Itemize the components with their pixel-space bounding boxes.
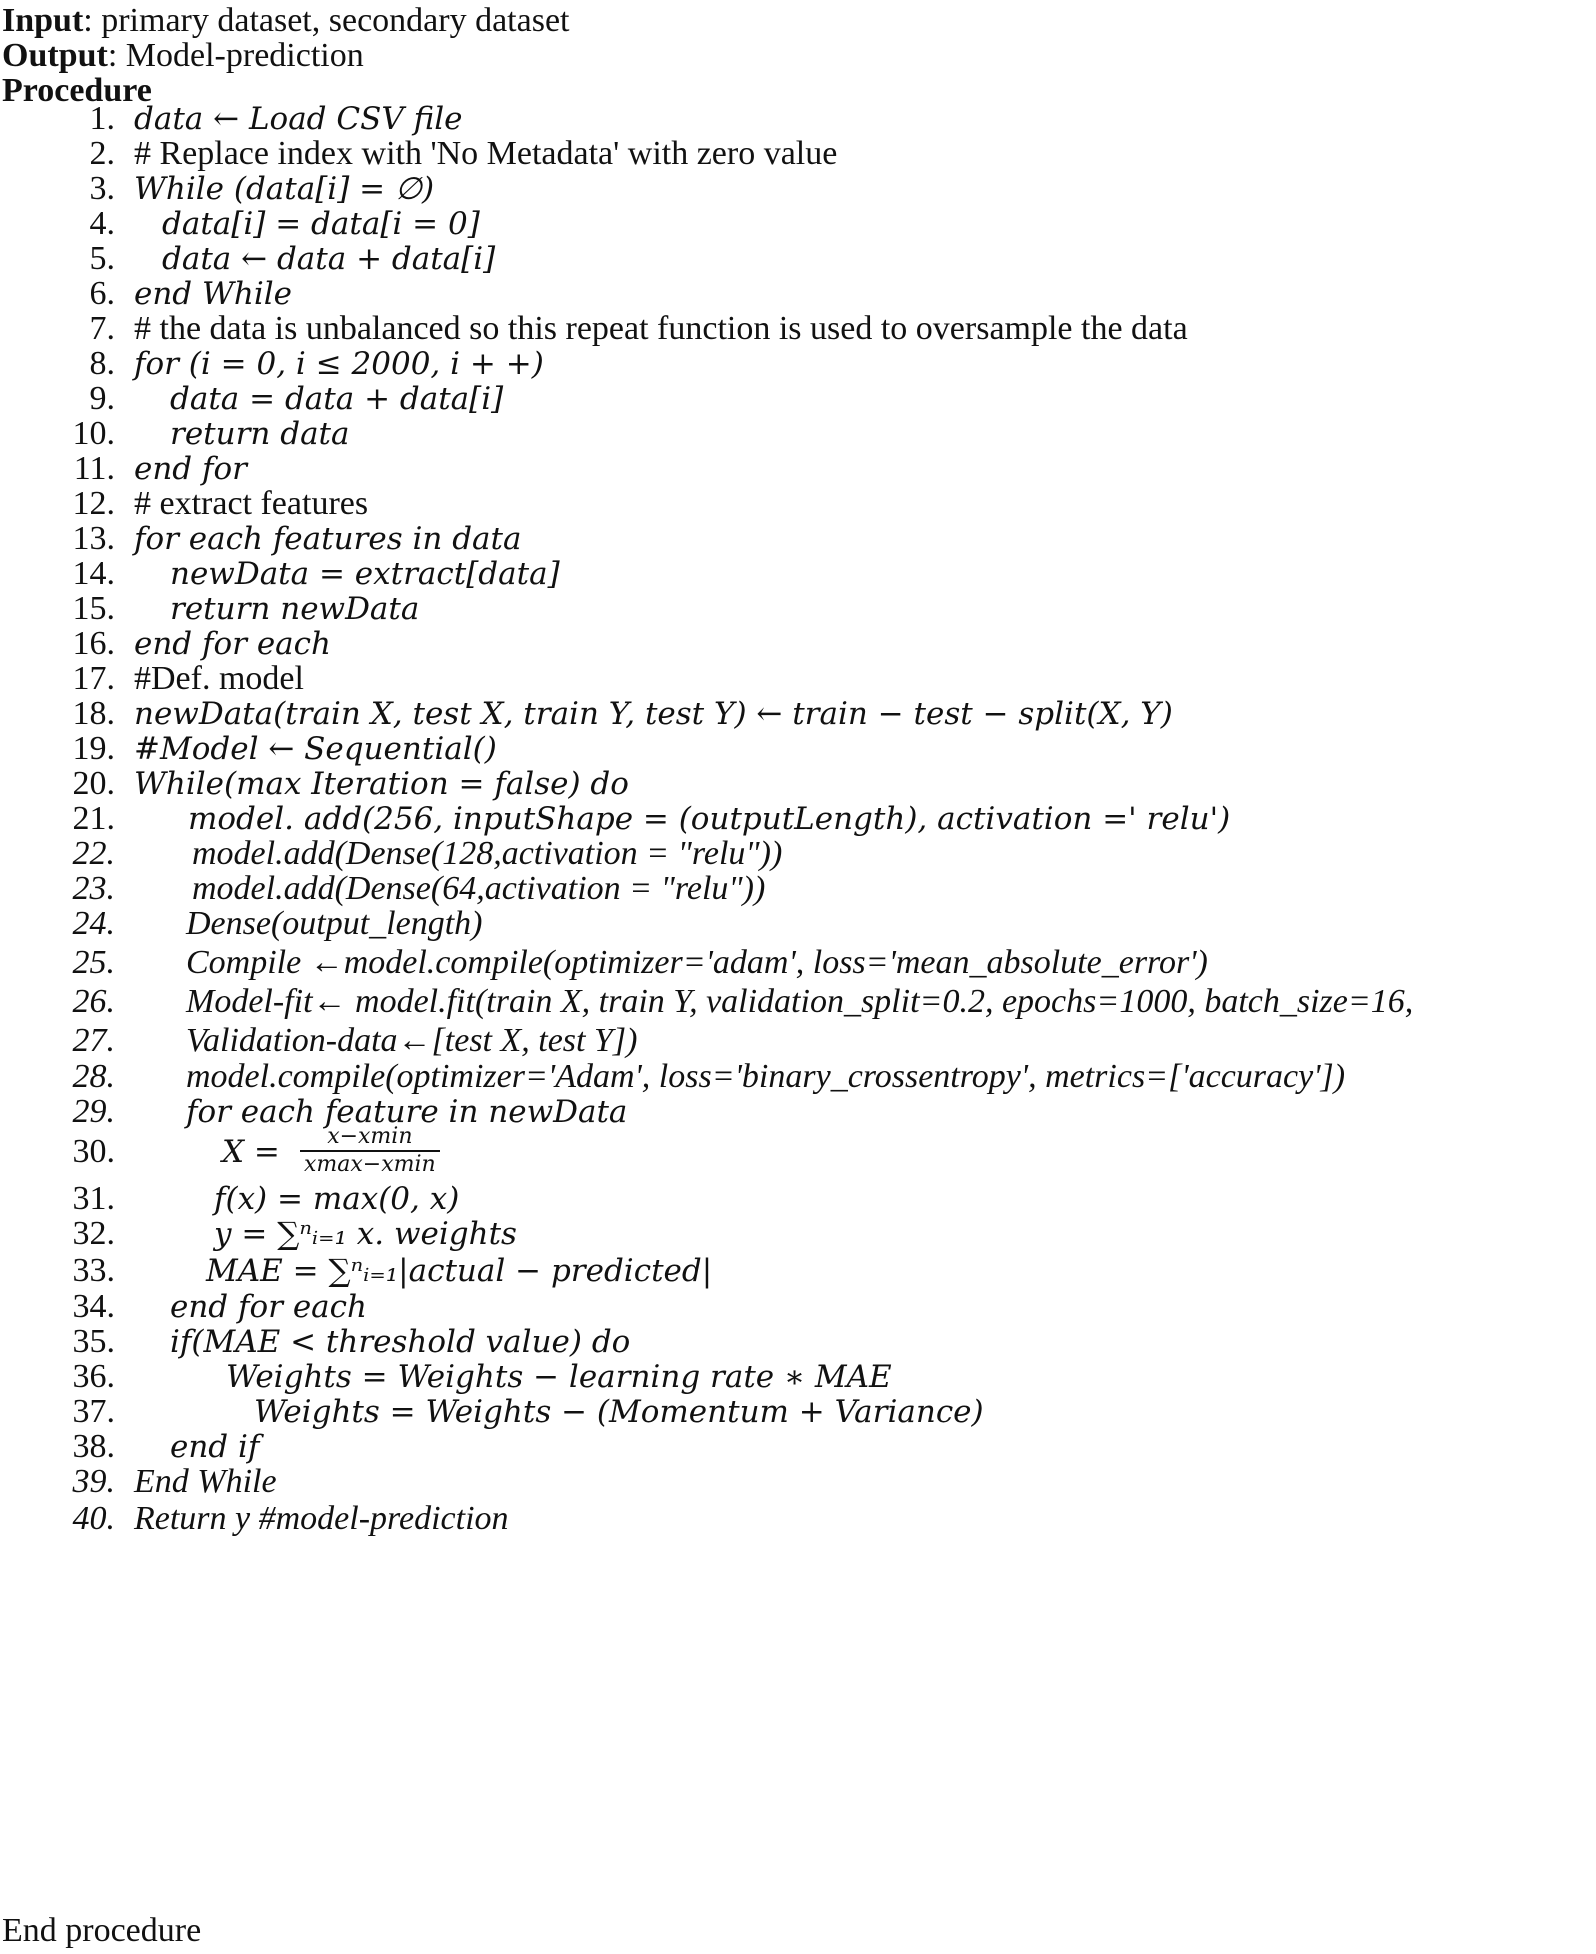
line-number: 38.	[72, 1428, 115, 1465]
line-number: 14.	[72, 555, 115, 592]
fraction-denominator: xmax−xmin	[304, 1152, 436, 1177]
line-number: 25.	[72, 944, 115, 981]
line-code: Return y #model-prediction	[134, 1500, 509, 1537]
end-procedure-label: End procedure	[2, 1912, 202, 1949]
line-number: 29.	[72, 1093, 115, 1130]
line-code: Weights = Weights − learning rate ∗ MAE	[226, 1359, 892, 1395]
algorithm-line	[0, 980, 1596, 1024]
line-code: f(x) = max(0, x)	[214, 1181, 460, 1217]
line-number: 39.	[72, 1463, 115, 1500]
line-number: 24.	[72, 905, 115, 942]
line-code: end for each	[134, 626, 331, 662]
line-number: 30.	[72, 1133, 115, 1170]
algorithm-line	[0, 1124, 1596, 1177]
line-number: 40.	[72, 1500, 115, 1537]
line-number: 6.	[89, 275, 115, 312]
line-number: 36.	[72, 1358, 115, 1395]
line-number: 35.	[72, 1323, 115, 1360]
line-number: 18.	[72, 695, 115, 732]
line-number: 19.	[72, 730, 115, 767]
line-number: 23.	[72, 870, 115, 907]
line-code: #Def. model	[134, 660, 304, 697]
line-code: #Model ← Sequential()	[134, 731, 497, 767]
line-number: 10.	[72, 415, 115, 452]
normalization-fraction	[300, 1124, 440, 1178]
line-code: newData = extract[data]	[170, 556, 560, 592]
line-number: 20.	[72, 765, 115, 802]
line-code: # the data is unbalanced so this repeat function is used to oversample the data	[134, 310, 1188, 347]
input-value: : primary dataset, secondary dataset	[83, 2, 570, 39]
line-code: end While	[134, 276, 293, 312]
line-number: 12.	[72, 485, 115, 522]
line-code: Validation-data←[test X, test Y])	[186, 1022, 638, 1059]
line-code: end for each	[170, 1289, 367, 1325]
line-code: End While	[134, 1463, 277, 1500]
line-number: 28.	[72, 1058, 115, 1095]
line-code: data ← data + data[i]	[162, 241, 496, 277]
line-number: 2.	[89, 135, 115, 172]
line-code: end for	[134, 451, 247, 487]
line-code: newData(train X, test X, train Y, test Y) ← train − test − split(X, Y)	[134, 696, 1173, 732]
line-code: data = data + data[i]	[170, 381, 504, 417]
line-code: # extract features	[134, 485, 369, 522]
line-number: 7.	[89, 310, 115, 347]
line-number: 34.	[72, 1288, 115, 1325]
algorithm-line	[0, 1497, 1596, 1541]
line-number: 3.	[89, 170, 115, 207]
algorithm-line	[0, 941, 1596, 985]
line-code: Model-fit← model.fit(train X, train Y, validation_split=0.2, epochs=1000, batch_size=16,	[186, 983, 1414, 1020]
line-number: 32.	[72, 1215, 115, 1252]
line-number: 26.	[72, 983, 115, 1020]
line-number: 22.	[72, 835, 115, 872]
line-code: for (i = 0, i ≤ 2000, i + +)	[134, 346, 544, 382]
line-code: end if	[170, 1429, 260, 1465]
line-code: return data	[170, 416, 350, 452]
input-label: Input	[2, 2, 84, 39]
line-code: Weights = Weights − (Momentum + Variance)	[254, 1394, 984, 1430]
line-number: 1.	[89, 100, 115, 137]
line-code: data[i] = data[i = 0]	[162, 206, 480, 242]
line-code: Dense(output_length)	[186, 905, 483, 942]
line-code: for each features in data	[134, 521, 522, 557]
line-number: 8.	[89, 345, 115, 382]
line-code: if(MAE < threshold value) do	[170, 1324, 631, 1360]
line-number: 13.	[72, 520, 115, 557]
line-code: # Replace index with 'No Metadata' with zero value	[134, 135, 838, 172]
line-code: Compile ←model.compile(optimizer='adam', loss='mean_absolute_error')	[186, 944, 1208, 981]
line-code: X =	[222, 1134, 280, 1170]
end-procedure-line	[2, 1910, 201, 1952]
line-number: 9.	[89, 380, 115, 417]
line-number: 21.	[72, 800, 115, 837]
output-value: : Model-prediction	[107, 37, 364, 74]
line-code: model.add(Dense(128,activation = "relu"))	[192, 835, 783, 872]
line-number: 16.	[72, 625, 115, 662]
line-number: 37.	[72, 1393, 115, 1430]
line-code: y = ∑ⁿᵢ₌₁ x. weights	[214, 1216, 517, 1252]
line-number: 15.	[72, 590, 115, 627]
fraction-numerator: x−xmin	[300, 1124, 440, 1152]
algorithm-line	[0, 902, 1596, 946]
line-code: While(max Iteration = false) do	[134, 766, 629, 802]
line-code: return newData	[170, 591, 420, 627]
line-code: model.compile(optimizer='Adam', loss='binary_crossentropy', metrics=['accuracy'])	[186, 1058, 1346, 1095]
procedure-label: Procedure	[2, 72, 152, 109]
line-number: 27.	[72, 1022, 115, 1059]
line-number: 4.	[89, 205, 115, 242]
line-number: 5.	[89, 240, 115, 277]
line-number: 33.	[72, 1252, 115, 1289]
line-code: While (data[i] = ∅)	[134, 171, 435, 207]
line-number: 31.	[72, 1180, 115, 1217]
line-number: 17.	[72, 660, 115, 697]
line-code: data ← Load CSV file	[134, 101, 463, 137]
line-code: model.add(Dense(64,activation = "relu"))	[192, 870, 766, 907]
line-number: 11.	[73, 450, 115, 487]
line-code: for each feature in newData	[186, 1094, 628, 1130]
line-code: model. add(256, inputShape = (outputLength), activation =' relu')	[188, 801, 1231, 837]
line-code: MAE = ∑ⁿᵢ₌₁|actual − predicted|	[206, 1253, 713, 1289]
output-label: Output	[2, 37, 108, 74]
algorithm-line	[0, 1090, 1596, 1134]
